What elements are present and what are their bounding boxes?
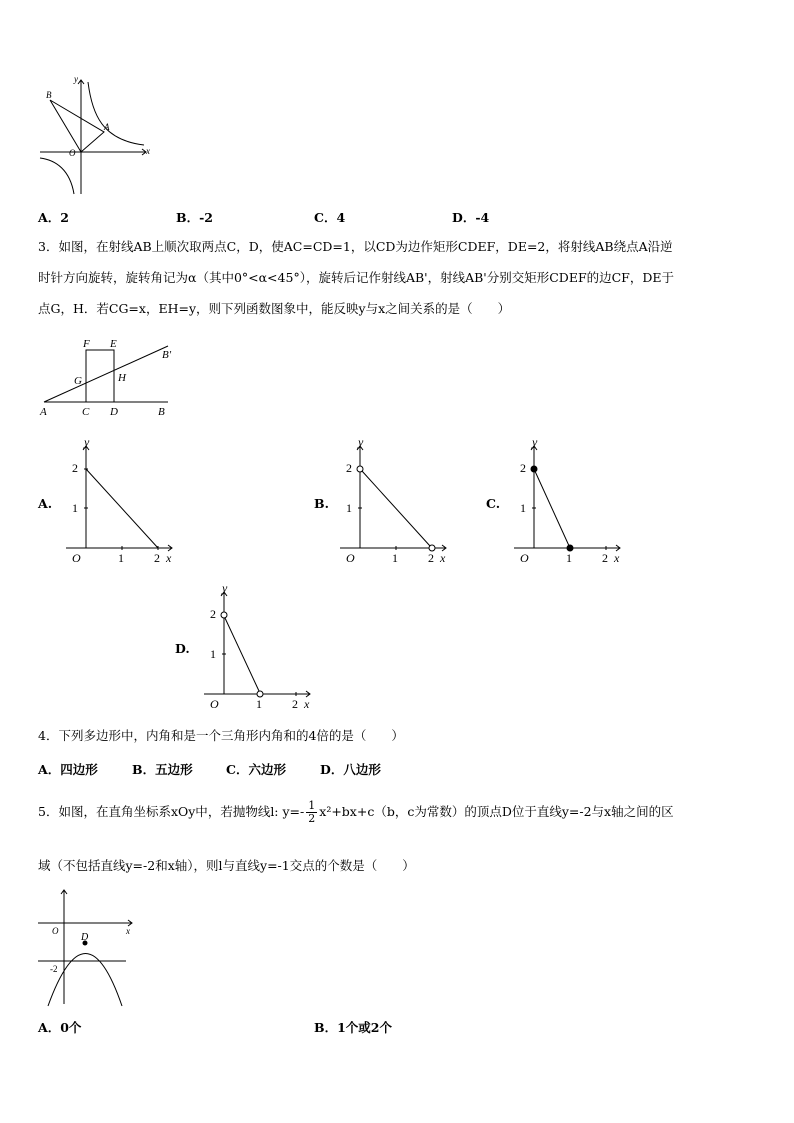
open-endpoint: [221, 612, 227, 618]
q5-d-label: D: [81, 932, 89, 943]
q5-minus2-label: -2: [50, 964, 58, 974]
q3-b-label: B: [158, 406, 165, 418]
q2-option-d[interactable]: D．-4: [452, 210, 490, 225]
y-tick-label-2: 2: [520, 461, 526, 475]
q3-h-label: H: [118, 372, 126, 384]
q2-option-c[interactable]: C．4: [314, 210, 346, 225]
open-endpoint: [357, 466, 363, 472]
q5-stem-part2: x²+bx+c（b，c为常数）的顶点D位于直线y=-2与x轴之间的区: [319, 804, 674, 819]
q3-c-label: C: [82, 406, 90, 418]
q2-x-label: x: [146, 146, 150, 156]
fraction-one-half: [306, 800, 317, 825]
q4-option-b[interactable]: B．五边形: [132, 762, 193, 777]
q2-figure: [36, 74, 156, 200]
origin-label: O: [346, 551, 355, 564]
x-tick-label-2: 2: [428, 551, 434, 564]
q3-stem-line3: 点G，H．若CG=x，EH=y，则下列函数图象中，能反映y与x之间关系的是（ ）: [38, 301, 511, 316]
x-tick-label-2: 2: [154, 551, 160, 564]
fraction-numerator: 1: [308, 799, 316, 812]
graph-segment: [86, 469, 158, 548]
q5-figure: [36, 886, 140, 1008]
q2-b-label: B: [46, 90, 52, 100]
q3-d-label: D: [110, 406, 118, 418]
q5-stem-line1: [38, 799, 674, 825]
graph-y-label: y: [358, 438, 364, 449]
q3-a-label: A: [40, 406, 47, 418]
y-tick-label-2: 2: [72, 461, 78, 475]
graph-segment: [362, 471, 430, 546]
y-tick-label-2: 2: [210, 607, 216, 621]
y-tick-label-2: 2: [346, 461, 352, 475]
q2-o-label: O: [69, 148, 76, 158]
q3-option-b[interactable]: B.: [314, 496, 329, 511]
hyperbola-branch-1: [88, 82, 144, 145]
q2-option-a[interactable]: A．2: [38, 210, 69, 225]
graph-segment: [225, 618, 259, 691]
origin-label: O: [520, 551, 529, 564]
x-tick-label-1: 1: [566, 551, 572, 564]
graph-y-label: y: [84, 438, 90, 449]
q4-option-c[interactable]: C．六边形: [226, 762, 286, 777]
origin-label: O: [210, 697, 219, 710]
q3-figure: [36, 334, 186, 420]
q3-option-a[interactable]: A.: [38, 496, 53, 511]
closed-endpoint: [531, 466, 537, 472]
graph-y-label: y: [532, 438, 538, 449]
q3-e-label: E: [110, 338, 117, 350]
q4-option-a[interactable]: A．四边形: [38, 762, 98, 777]
triangle-oab: [50, 100, 104, 152]
q5-stem-part1: 5．如图，在直角坐标系xOy中，若抛物线l: y=-: [38, 804, 305, 819]
graph-d: [200, 584, 322, 710]
q4-option-d[interactable]: D．八边形: [320, 762, 381, 777]
q5-stem-line2: 域（不包括直线y=-2和x轴），则l与直线y=-1交点的个数是（ ）: [38, 858, 415, 873]
rectangle-cdef: [86, 350, 114, 402]
graph-x-label: x: [440, 551, 446, 564]
y-tick-label-1: 1: [72, 501, 78, 515]
x-tick-label-1: 1: [392, 551, 398, 564]
q3-stem-line1: 3．如图，在射线AB上顺次取两点C，D，使AC=CD=1，以CD为边作矩形CDEF，DE=2，将射线AB绕点A沿逆: [38, 239, 673, 254]
q2-a-label: A: [104, 122, 110, 132]
graph-a: [62, 438, 184, 564]
ray-ab-prime: [44, 346, 168, 402]
graph-x-label: x: [304, 697, 310, 710]
fraction-denominator: 2: [308, 812, 316, 825]
q5-x-label: x: [126, 926, 130, 936]
q3-option-c[interactable]: C.: [486, 496, 501, 511]
q5-option-b[interactable]: B．1个或2个: [314, 1020, 392, 1035]
x-tick-label-2: 2: [602, 551, 608, 564]
graph-c: [510, 438, 632, 564]
graph-y-label: y: [222, 584, 228, 595]
q4-stem: 4．下列多边形中，内角和是一个三角形内角和的4倍的是（ ）: [38, 728, 404, 743]
x-tick-label-1: 1: [118, 551, 124, 564]
q2-y-label: y: [74, 74, 78, 84]
x-tick-label-1: 1: [256, 697, 262, 710]
q5-option-a[interactable]: A．0个: [38, 1020, 82, 1035]
q3-option-d[interactable]: D.: [175, 641, 190, 656]
q3-g-label: G: [74, 375, 82, 387]
q3-f-label: F: [83, 338, 90, 350]
y-tick-label-1: 1: [520, 501, 526, 515]
y-tick-label-1: 1: [346, 501, 352, 515]
y-tick-label-1: 1: [210, 647, 216, 661]
q2-option-b[interactable]: B．-2: [176, 210, 213, 225]
origin-label: O: [72, 551, 81, 564]
q3-bprime-label: B': [162, 349, 172, 361]
graph-b: [336, 438, 458, 564]
graph-segment: [534, 469, 570, 548]
graph-x-label: x: [614, 551, 620, 564]
q3-stem-line2: 时针方向旋转，旋转角记为α（其中0°<α<45°），旋转后记作射线AB'，射线AB'分别交矩形CDEF的边CF，DE于: [38, 270, 675, 285]
x-tick-label-2: 2: [292, 697, 298, 710]
hyperbola-branch-2: [40, 158, 74, 194]
q5-o-label: O: [52, 926, 59, 936]
graph-x-label: x: [166, 551, 172, 564]
